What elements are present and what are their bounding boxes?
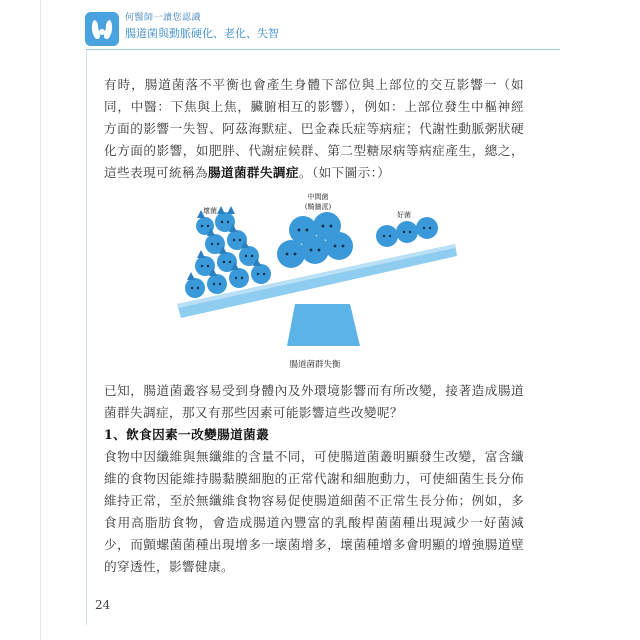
good-bacteria-group <box>376 217 438 247</box>
section-heading-diet: 1、飲食因素一改變腸道菌叢 <box>104 427 270 442</box>
dysbiosis-term: 腸道菌群失調症 <box>207 165 299 180</box>
gut-flora-imbalance-illustration <box>165 193 465 386</box>
middle-bacterium <box>313 212 341 240</box>
middle-bacteria-group <box>277 212 353 268</box>
paragraph-intro-text: 有時，腸道菌落不平衡也會產生身體下部位與上部位的交互影響一（如同，中醫：下焦與上焦，臟腑相互的影響），例如：上部位發生中樞神經方面的影響一失智、阿茲海默症、巴金森氏症等病症；代謝性動脈粥狀硬化方面的影響，如肥胖、代謝症候群、第二型糖尿病等病症產生，總之，這些表現可統稱為 <box>104 77 524 180</box>
middle-bacterium <box>289 216 317 244</box>
paragraph-intro <box>104 74 524 184</box>
bad-bacterium <box>207 274 227 294</box>
bad-bacteria-label: 壞菌 <box>203 207 217 215</box>
middle-bacterium <box>277 240 305 268</box>
middle-bacteria-label-line2: (騎牆派) <box>304 203 332 211</box>
middle-bacteria-label-line1: 中間菌 <box>307 193 329 201</box>
chapter-title: 腸道菌與動脈硬化、老化、失智 <box>125 27 279 40</box>
margin-rule <box>86 50 87 625</box>
page-number: 24 <box>95 598 111 612</box>
good-bacterium <box>416 217 438 239</box>
book-logo-icon <box>85 12 119 46</box>
bad-bacterium <box>229 268 249 288</box>
paragraph-intro-tail: 。（如下圖示：） <box>298 165 391 180</box>
good-bacterium <box>396 221 418 243</box>
seesaw-illustration <box>165 196 465 356</box>
paragraph-diet: 食物中因纖維與無纖維的含量不同，可使腸道菌叢明顯發生改變，富含纖維的食物因能維持腸黏膜細胞的正常代謝和細胞動力，可使細菌生長分佈維持正常，至於無纖維食物容易促使腸道細菌不正常生長分佈；例如，多食用高脂肪食物，會造成腸道內豐富的乳酸桿菌菌種出現減少一好菌減少，而顫螺菌菌種出現增多一壞菌增多，壞菌種增多會明顯的增強腸道壁的穿透性，影響健康。 <box>104 449 524 574</box>
bad-bacterium <box>185 278 205 298</box>
bad-bacterium <box>251 264 271 284</box>
bad-bacteria-group <box>185 206 271 298</box>
figure-caption: 腸道菌群失衡 <box>289 360 341 370</box>
good-bacteria-label: 好菌 <box>397 211 411 219</box>
seesaw-fulcrum <box>287 304 360 346</box>
middle-bacteria-label <box>293 192 343 212</box>
paragraph-factors: 已知，腸道菌叢容易受到身體內及外環境影響而有所改變，接著造成腸道菌群失調症，那又有那些因素可能影響這些改變呢？ <box>104 383 524 420</box>
series-title: 何醫師一讀您認識 <box>125 13 202 23</box>
header-divider <box>86 49 560 50</box>
good-bacterium <box>376 225 398 247</box>
